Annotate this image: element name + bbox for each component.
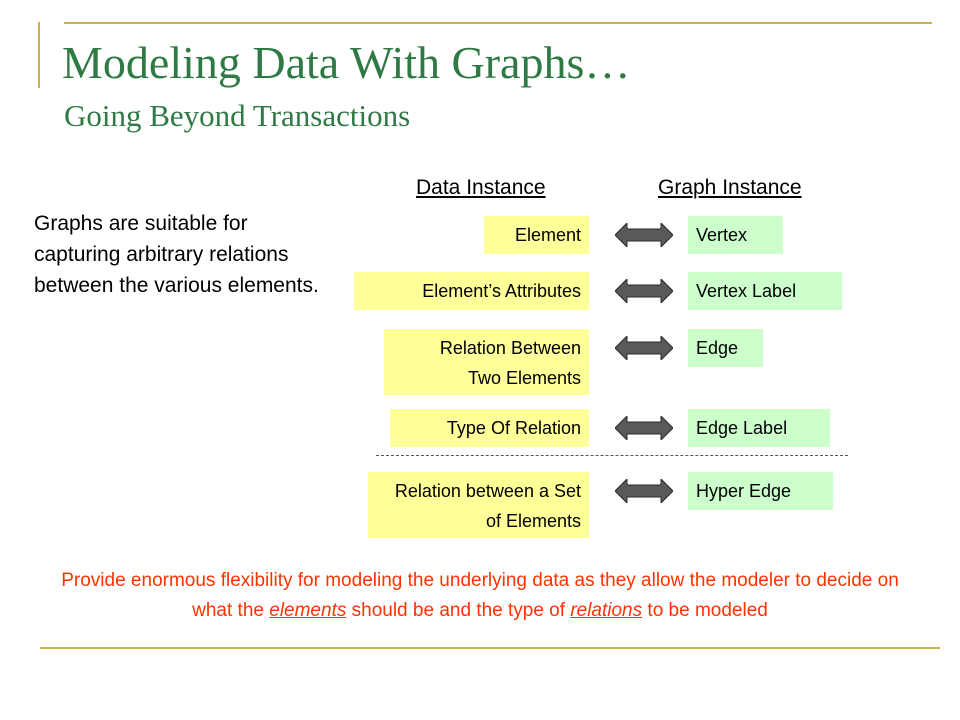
top-rule	[64, 22, 932, 24]
graph-box-edge-label: Edge Label	[688, 409, 830, 447]
graph-box-edge: Edge	[688, 329, 763, 367]
footer-text-part3: to be modeled	[642, 600, 768, 621]
slide-subtitle: Going Beyond Transactions	[64, 98, 411, 133]
side-description: Graphs are suitable for capturing arbitrary relations between the various elements.	[34, 212, 319, 297]
data-box-relation-set-of-elements: Relation between a Set of Elements	[368, 472, 589, 538]
data-box-element: Element	[484, 216, 589, 254]
graph-box-hyper-edge: Hyper Edge	[688, 472, 833, 510]
double-headed-arrow-icon	[615, 416, 673, 440]
data-box-type-of-relation: Type Of Relation	[390, 409, 589, 447]
data-box-element-attributes: Element’s Attributes	[354, 272, 589, 310]
footer-text-part1: Provide enormous flexibility for modeling the underlying data as they allow the modeler to decide on what the	[61, 570, 899, 621]
footer-emphasis-elements: elements	[269, 600, 347, 621]
graph-box-vertex-label: Vertex Label	[688, 272, 842, 310]
graph-box-vertex: Vertex	[688, 216, 783, 254]
dashed-divider	[376, 455, 848, 456]
bottom-rule	[40, 647, 940, 649]
footer-emphasis-relations: relations	[570, 600, 643, 621]
slide-title: Modeling Data With Graphs…	[62, 37, 631, 88]
footer-note	[40, 566, 920, 626]
data-instance-header: Data Instance	[416, 176, 546, 199]
double-headed-arrow-icon	[615, 279, 673, 303]
double-headed-arrow-icon	[615, 336, 673, 360]
footer-text-part2: should be and the type of	[346, 600, 571, 621]
graph-instance-header: Graph Instance	[658, 176, 802, 199]
left-rule	[38, 22, 40, 88]
double-headed-arrow-icon	[615, 479, 673, 503]
double-headed-arrow-icon	[615, 223, 673, 247]
data-box-relation-two-elements: Relation Between Two Elements	[384, 329, 589, 395]
